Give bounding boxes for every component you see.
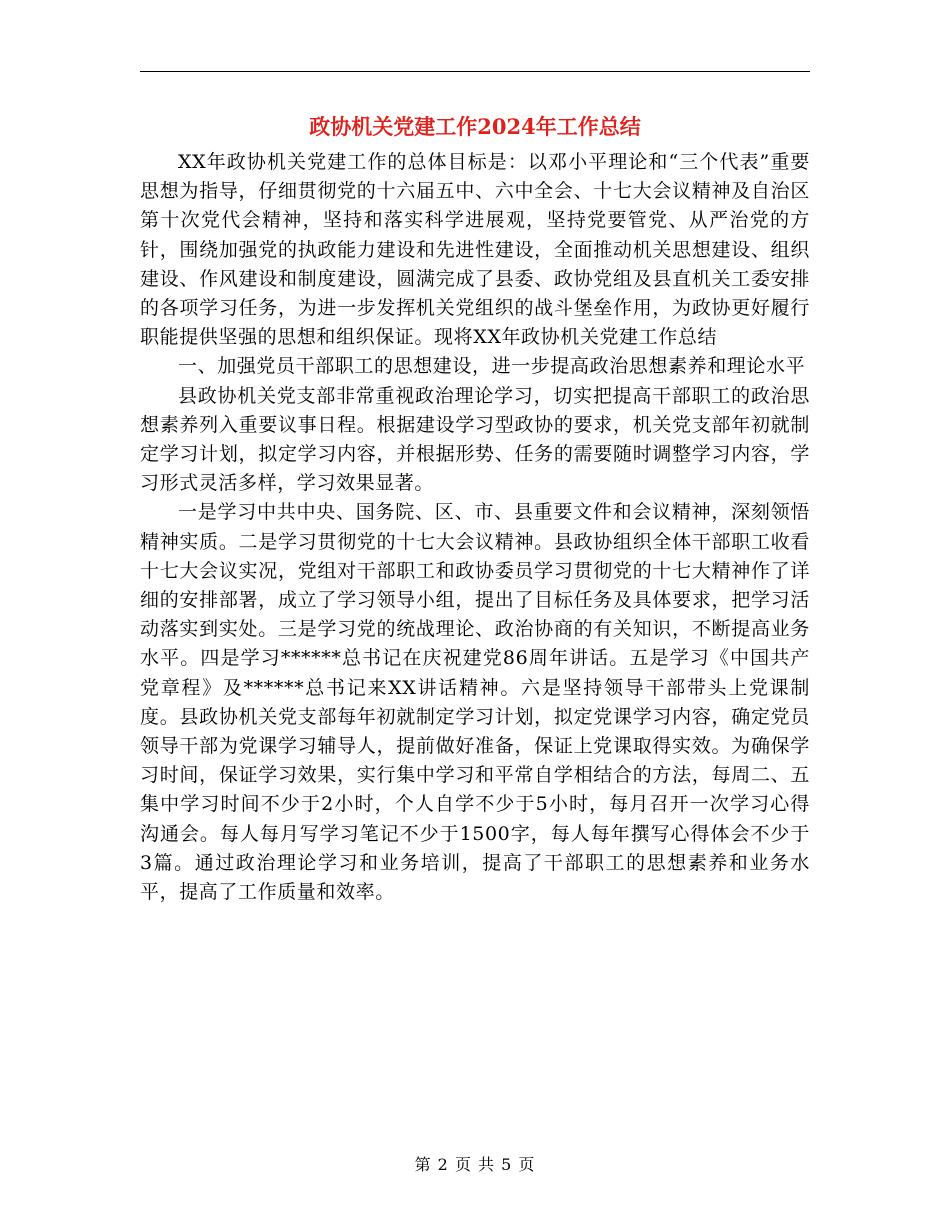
section-heading-1: 一、加强党员干部职工的思想建设，进一步提高政治思想素养和理论水平 bbox=[178, 355, 806, 378]
document-body bbox=[140, 148, 810, 907]
intro-paragraph: XX年政协机关党建工作的总体目标是：以邓小平理论和“三个代表”重要思想为指导，仔细贯彻党的十六届五中、六中全会、十七大会议精神及自治区第十次党代会精神，坚持和落实科学进展观，坚持党要管党、从严治党的方针，围绕加强党的执政能力建设和先进性建设，全面推动机关思想建设、组织建设、作风建设和制度建设，圆满完成了县委、政协党组及县直机关工委安排的各项学习任务，为进一步发挥机关党组织的战斗堡垒作用，为政协更好履行职能提供坚强的思想和组织保证。现将XX年政协机关党建工作总结 bbox=[140, 151, 810, 349]
body-paragraph: 一是学习中共中央、国务院、区、市、县重要文件和会议精神，深刻领悟精神实质。二是学习贯彻党的十七大会议精神。县政协组织全体干部职工收看十七大会议实况，党组对干部职工和政协委员学习贯彻党的十七大精神作了详细的安排部署，成立了学习领导小组，提出了目标任务及具体要求，把学习活动落实到实处。三是学习党的统战理论、政治协商的有关知识，不断提高业务水平。四是学习******总书记在庆祝建党86周年讲话。五是学习《中国共产党章程》及******总书记来XX讲话精神。六是坚持领导干部带头上党课制度。县政协机关党支部每年初就制定学习计划，拟定党课学习内容，确定党员领导干部为党课学习辅导人，提前做好准备，保证上党课取得实效。为确保学习时间，保证学习效果，实行集中学习和平常自学相结合的方法，每周二、五集中学习时间不少于2小时，个人自学不少于5小时，每月召开一次学习心得沟通会。每人每月写学习笔记不少于1500字，每人每年撰写心得体会不少于3篇。通过政治理论学习和业务培训，提高了干部职工的思想素养和业务水平，提高了工作质量和效率。 bbox=[140, 501, 810, 904]
body-paragraph: 县政协机关党支部非常重视政治理论学习，切实把提高干部职工的政治思想素养列入重要议事日程。根据建设学习型政协的要求，机关党支部年初就制定学习计划，拟定学习内容，并根据形势、任务的需要随时调整学习内容，学习形式灵活多样，学习效果显著。 bbox=[140, 384, 810, 495]
page-number-footer: 第 2 页 共 5 页 bbox=[414, 1155, 536, 1174]
document-title: 政协机关党建工作2024年工作总结 bbox=[309, 114, 641, 139]
header-rule bbox=[140, 71, 810, 72]
